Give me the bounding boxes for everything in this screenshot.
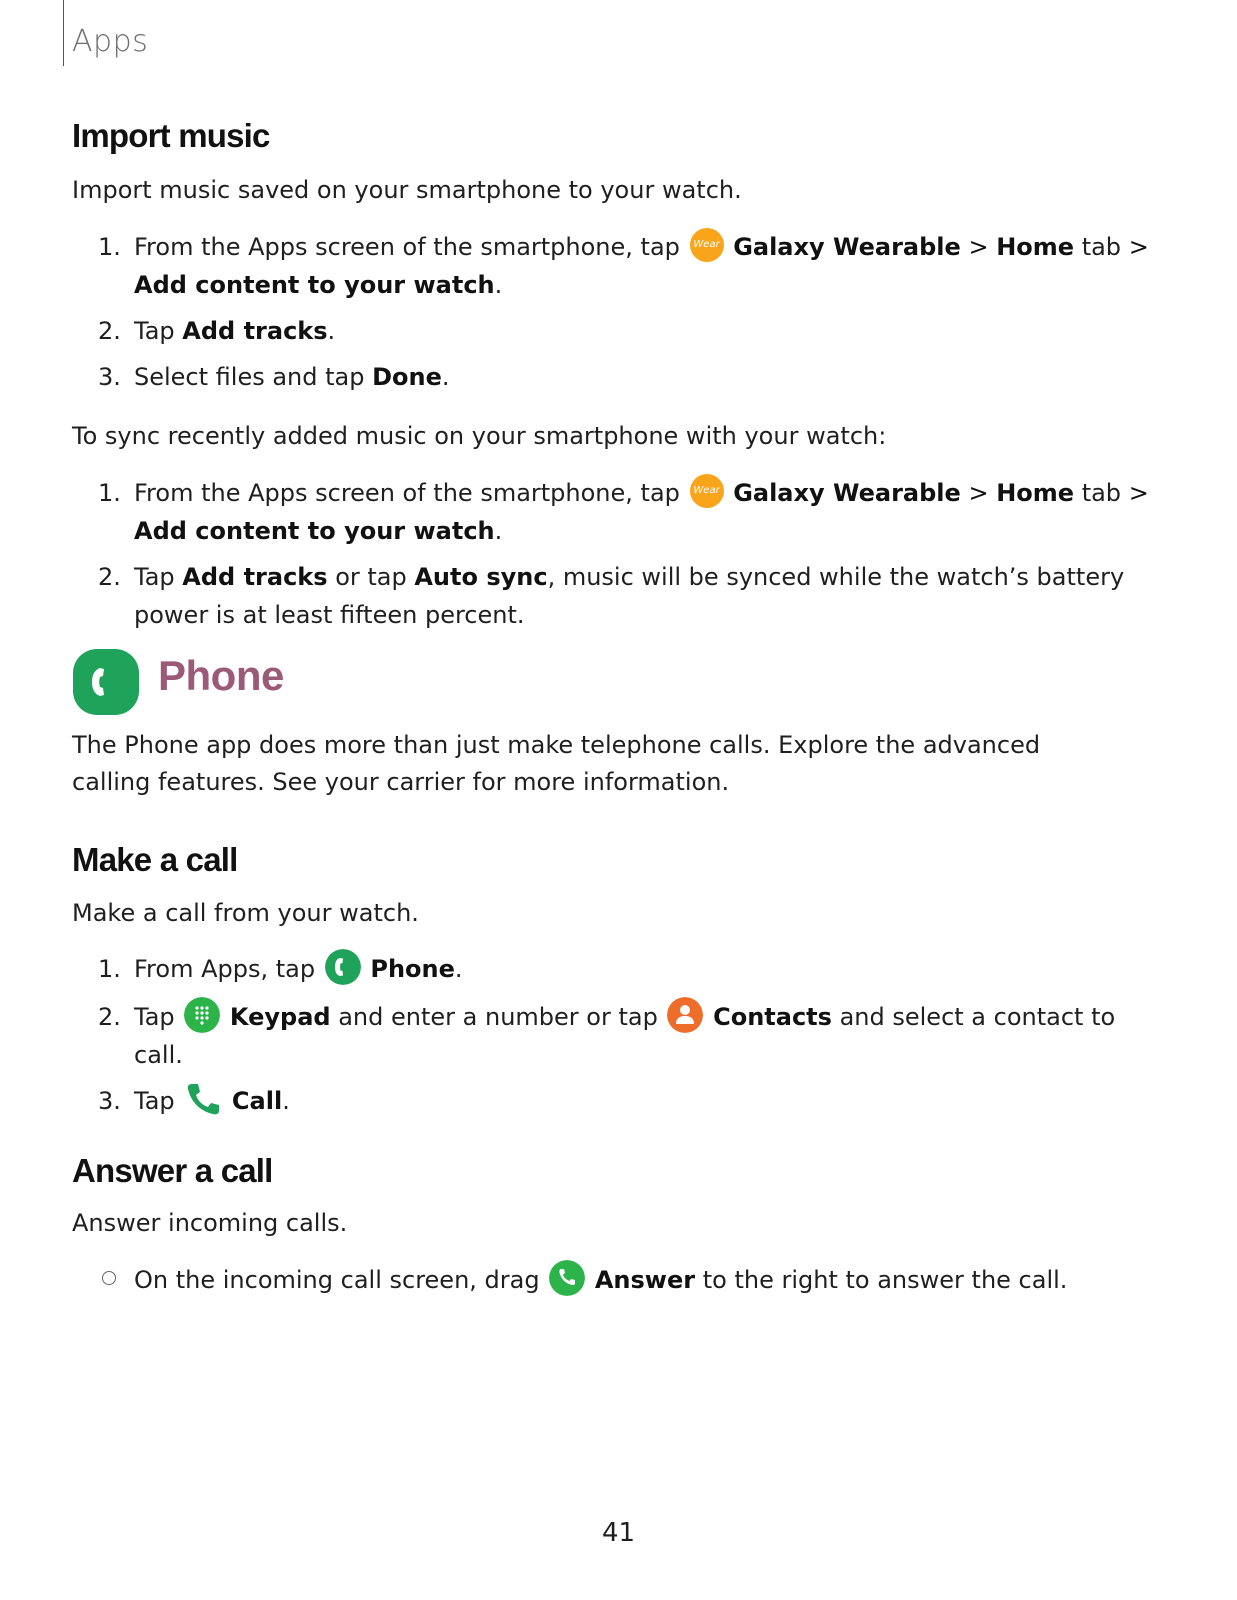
section-title-import-music: Import music (72, 117, 270, 154)
section-title-make-a-call: Make a call (72, 841, 238, 878)
call-step-2: 2. Tap Keypad and enter a number or tap Contacts and select a contact to call. (98, 998, 1115, 1036)
answer-icon (549, 1260, 585, 1296)
page-number: 41 (601, 1518, 636, 1548)
chapter-label: Apps (72, 24, 149, 59)
sync-step-2: 2. Tap Add tracks or tap Auto sync, music will be synced while the watch’s battery power is at least fifteen percent. (98, 563, 1125, 629)
import-step-2: 2. Tap Add tracks. (98, 317, 336, 345)
import-step-1: 1. From the Apps screen of the smartphone, tap Wear Galaxy Wearable > Home tab > Add content to your watch. (98, 228, 1149, 266)
section-title-answer-a-call: Answer a call (72, 1152, 273, 1189)
phone-app-icon (72, 648, 140, 716)
phone-intro-line-1: The Phone app does more than just make telephone calls. Explore the advanced (72, 731, 1041, 759)
galaxy-wearable-icon: Wear (690, 474, 724, 508)
answer-call-bullet: On the incoming call screen, drag Answer to the right to answer the call. (134, 1261, 1067, 1299)
bullet-circle-icon (102, 1271, 116, 1285)
sync-intro: To sync recently added music on your smartphone with your watch: (72, 422, 887, 450)
phone-section-title: Phone (158, 652, 284, 699)
sync-step-1: 1. From the Apps screen of the smartphone, tap Wear Galaxy Wearable > Home tab > Add content to your watch. (98, 474, 1149, 512)
call-step-1: 1. From Apps, tap Phone. (98, 950, 463, 988)
call-step-3: 3. Tap Call. (98, 1082, 290, 1121)
answer-call-intro: Answer incoming calls. (72, 1209, 348, 1237)
chapter-rule (63, 0, 64, 66)
phone-icon (325, 949, 361, 985)
import-music-intro: Import music saved on your smartphone to your watch. (72, 176, 742, 204)
keypad-icon (184, 997, 220, 1033)
galaxy-wearable-icon: Wear (690, 228, 724, 262)
import-step-3: 3. Select files and tap Done. (98, 363, 450, 391)
call-handset-icon (184, 1080, 222, 1118)
phone-intro-line-2: calling features. See your carrier for more information. (72, 768, 730, 796)
make-call-intro: Make a call from your watch. (72, 899, 419, 927)
contacts-icon (667, 997, 703, 1033)
